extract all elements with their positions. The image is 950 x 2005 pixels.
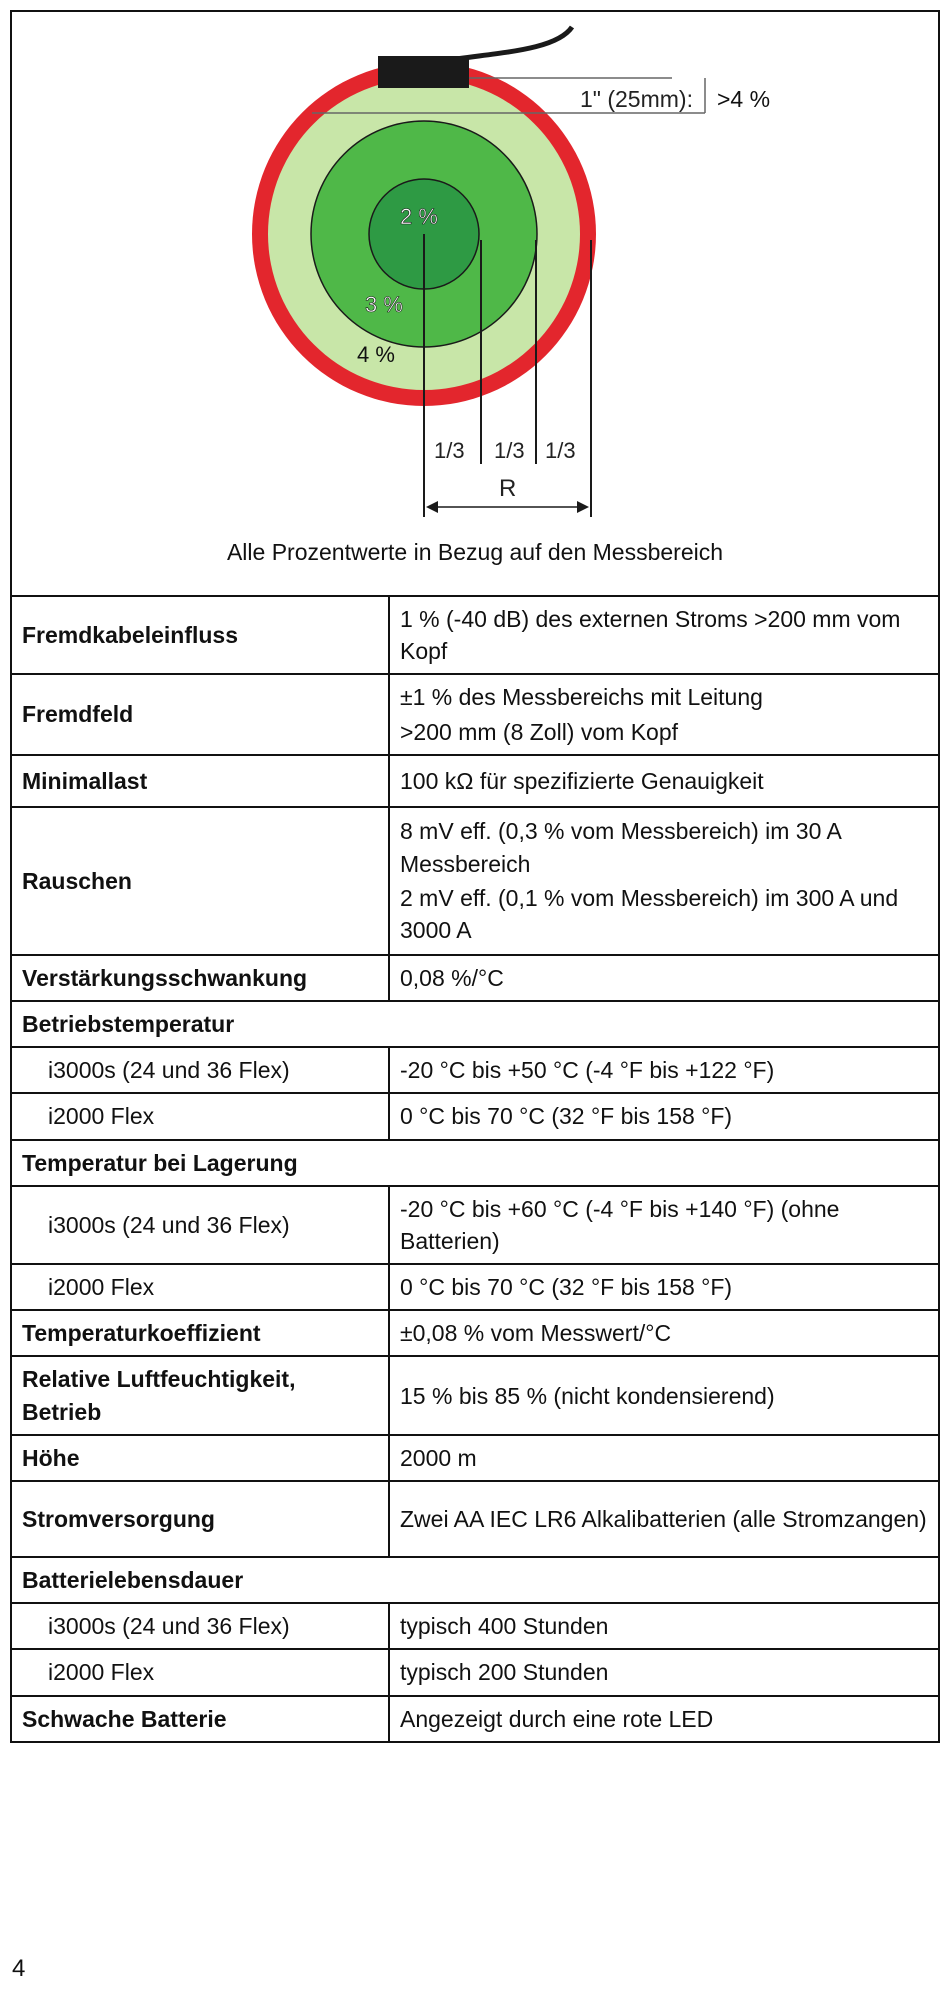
spec-value-line: 0,08 %/°C (400, 964, 504, 991)
accuracy-figure (10, 10, 940, 595)
spec-value-line: 15 % bis 85 % (nicht kondensierend) (400, 1382, 775, 1409)
spec-row (11, 1603, 939, 1649)
spec-sheet (10, 10, 940, 1743)
spec-value (389, 674, 939, 754)
figure-top-value: >4 % (717, 86, 771, 112)
spec-value-line: >200 mm (8 Zoll) vom Kopf (400, 718, 679, 745)
spec-row (11, 1356, 939, 1434)
spec-value-line: 100 kΩ für spezifizierte Genauigkeit (400, 767, 764, 794)
spec-row (11, 596, 939, 674)
spec-row (11, 1696, 939, 1742)
spec-row (11, 1649, 939, 1695)
spec-value-line: Angezeigt durch eine rote LED (400, 1705, 714, 1732)
spec-value (389, 1093, 939, 1139)
label-outer: 4 % (357, 342, 395, 367)
spec-label: Rauschen (11, 807, 389, 955)
third-label-3: 1/3 (545, 438, 576, 463)
spec-row (11, 1435, 939, 1481)
spec-label: Temperaturkoeffizient (11, 1310, 389, 1356)
spec-value (389, 1696, 939, 1742)
spec-value-line: typisch 200 Stunden (400, 1659, 609, 1686)
spec-value-line: 2000 m (400, 1444, 477, 1471)
spec-label: Schwache Batterie (11, 1696, 389, 1742)
spec-value-line: -20 °C bis +60 °C (-4 °F bis +140 °F) (ohne Batterien) (400, 1195, 840, 1254)
spec-value-line: Zwei AA IEC LR6 Alkalibatterien (alle Stromzangen) (400, 1505, 927, 1532)
spec-value (389, 1649, 939, 1695)
spec-label: Minimallast (11, 755, 389, 807)
spec-row (11, 1264, 939, 1310)
spec-sublabel: i2000 Flex (11, 1093, 389, 1139)
spec-value-line: typisch 400 Stunden (400, 1613, 609, 1640)
spec-value (389, 807, 939, 955)
spec-value (389, 1264, 939, 1310)
spec-value-line: -20 °C bis +50 °C (-4 °F bis +122 °F) (400, 1057, 775, 1084)
radius-label: R (499, 475, 517, 502)
spec-value (389, 1603, 939, 1649)
spec-sublabel: i2000 Flex (11, 1649, 389, 1695)
spec-value (389, 1435, 939, 1481)
spec-sublabel: i3000s (24 und 36 Flex) (11, 1603, 389, 1649)
spec-row (11, 755, 939, 807)
spec-value (389, 1186, 939, 1264)
spec-row (11, 1093, 939, 1139)
spec-label: Relative Luftfeuchtigkeit, Betrieb (11, 1356, 389, 1434)
page-number: 4 (12, 1955, 26, 1982)
spec-label: Stromversorgung (11, 1481, 389, 1557)
spec-row (11, 1140, 939, 1186)
figure-caption: Alle Prozentwerte in Bezug auf den Messbereich (226, 539, 724, 565)
spec-value-line: ±0,08 % vom Messwert/°C (400, 1320, 672, 1347)
spec-label: Höhe (11, 1435, 389, 1481)
spec-sublabel: i2000 Flex (11, 1264, 389, 1310)
spec-row (11, 1310, 939, 1356)
spec-value-line: ±1 % des Messbereichs mit Leitung (400, 684, 763, 711)
spec-value-line: 2 mV eff. (0,1 % vom Messbereich) im 300 A und 3000 A (400, 884, 899, 943)
clamp-head (378, 56, 469, 88)
section-heading: Betriebstemperatur (11, 1001, 939, 1047)
spec-value (389, 1310, 939, 1356)
accuracy-diagram (12, 12, 938, 537)
spec-row (11, 807, 939, 955)
spec-row (11, 1186, 939, 1264)
spec-value-line: 8 mV eff. (0,3 % vom Messbereich) im 30 A Messbereich (400, 818, 841, 877)
spec-value (389, 596, 939, 674)
spec-row (11, 674, 939, 754)
spec-row (11, 1557, 939, 1603)
spec-value (389, 755, 939, 807)
spec-label: Fremdkabeleinfluss (11, 596, 389, 674)
label-middle: 3 % (365, 292, 403, 317)
spec-label: Verstärkungsschwankung (11, 955, 389, 1001)
spec-value (389, 1481, 939, 1557)
spec-value (389, 1047, 939, 1093)
third-label-1: 1/3 (434, 438, 465, 463)
section-heading: Temperatur bei Lagerung (11, 1140, 939, 1186)
spec-row (11, 1047, 939, 1093)
spec-value-line: 1 % (-40 dB) des externen Stroms >200 mm vom Kopf (400, 606, 901, 665)
spec-value-line: 0 °C bis 70 °C (32 °F bis 158 °F) (400, 1103, 733, 1130)
third-label-2: 1/3 (494, 438, 525, 463)
spec-table (10, 595, 940, 1743)
section-heading: Batterielebensdauer (11, 1557, 939, 1603)
spec-value-line: 0 °C bis 70 °C (32 °F bis 158 °F) (400, 1274, 733, 1301)
spec-value (389, 955, 939, 1001)
figure-top-note: 1" (25mm): (580, 86, 693, 112)
spec-table-body (11, 596, 939, 1742)
spec-label: Fremdfeld (11, 674, 389, 754)
spec-row (11, 1001, 939, 1047)
spec-sublabel: i3000s (24 und 36 Flex) (11, 1047, 389, 1093)
spec-row (11, 955, 939, 1001)
spec-sublabel: i3000s (24 und 36 Flex) (11, 1186, 389, 1264)
label-inner: 2 % (400, 204, 438, 229)
spec-value (389, 1356, 939, 1434)
spec-row (11, 1481, 939, 1557)
